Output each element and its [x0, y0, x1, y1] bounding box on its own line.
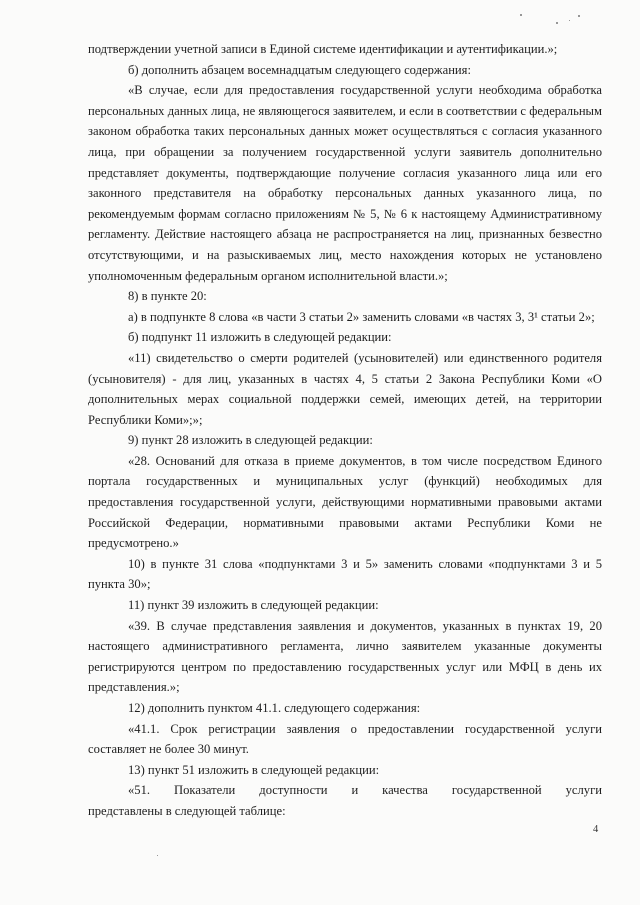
paragraph-b-add-abzac: б) дополнить абзацем восемнадцатым следующего содержания:: [128, 62, 471, 77]
paragraph-item-9: 9) пункт 28 изложить в следующей редакции:: [128, 433, 373, 448]
scan-speck: [520, 14, 522, 16]
paragraph-item-10: 10) в пункте 31 слова «подпунктами 3 и 5» заменить словами «подпунктами 3 и 5 пункта 30»;: [88, 556, 602, 592]
paragraph-item-8b: б) подпункт 11 изложить в следующей редакции:: [128, 330, 392, 345]
scan-speck: [569, 20, 570, 21]
paragraph-item-12: 12) дополнить пунктом 41.1. следующего содержания:: [128, 701, 421, 715]
paragraph-quote-39: «39. В случае представления заявления и документов, указанных в пунктах 19, 20 настоящего административного регламента, лично заявителем указанные документы регистрируются центром по предоставлению государственных услуг или МФЦ в день их представления.»;: [88, 618, 602, 695]
scan-speck: [578, 15, 580, 17]
paragraph-item-8: 8) в пункте 20:: [128, 289, 207, 304]
paragraph-quote-28: «28. Оснований для отказа в приеме документов, в том числе посредством Единого портала государственных и муниципальных услуг (функций) необходимых для предоставления государственной услуги, действующими нормативными правовыми актами Российской Федерации, нормативными правовыми актами Республики Коми не предусмотрено.»: [88, 453, 602, 551]
scan-speck: [556, 22, 558, 24]
paragraph-continuation: подтверждении учетной записи в Единой системе идентификации и аутентификации.»;: [88, 42, 558, 56]
paragraph-quote-51: «51. Показатели доступности и качества государственной услуги: [128, 783, 602, 798]
page-number: 4: [593, 824, 599, 835]
document-body: [88, 39, 602, 822]
paragraph-quote-51-end: представлены в следующей таблице:: [88, 803, 286, 818]
scan-speck: [157, 855, 158, 856]
paragraph-item-13: 13) пункт 51 изложить в следующей редакции:: [128, 762, 380, 777]
paragraph-item-11: 11) пункт 39 изложить в следующей редакции:: [128, 598, 379, 613]
paragraph-item-8a: а) в подпункте 8 слова «в части 3 статьи 2» заменить словами «в частях 3, 3¹ статьи 2»;: [128, 309, 595, 324]
paragraph-quote-11: «11) свидетельство о смерти родителей (усыновителей) или единственного родителя (усыновителя) - для лиц, указанных в частях 4, 5 статьи 2 Закона Республики Коми «О дополнительных мерах социальной поддержки семей, имеющих детей, на территории Республики Коми»;»;: [88, 350, 602, 427]
paragraph-quote-personal-data: «В случае, если для предоставления государственной услуги необходима обработка персональных данных лица, не являющегося заявителем, и если в соответствии с федеральным законом обработка таких персональных данных может осуществляться с согласия указанного лица, при обращении за получением государственной услуги заявитель дополнительно представляет документы, подтверждающие получение согласия указанного лица или его законного представителя на обработку персональных данных указанного лица, по рекомендуемым формам согласно приложениям № 5, № 6 к настоящему Административному регламенту. Действие настоящего абзаца не распространяется на лиц, признанных безвестно отсутствующими, и на разыскиваемых лиц, место нахождения которых не установлено уполномоченным федеральным органом исполнительной власти.»;: [88, 83, 602, 283]
paragraph-quote-41-1: «41.1. Срок регистрации заявления о предоставлении государственной услуги составляет не более 30 минут.: [88, 721, 602, 757]
